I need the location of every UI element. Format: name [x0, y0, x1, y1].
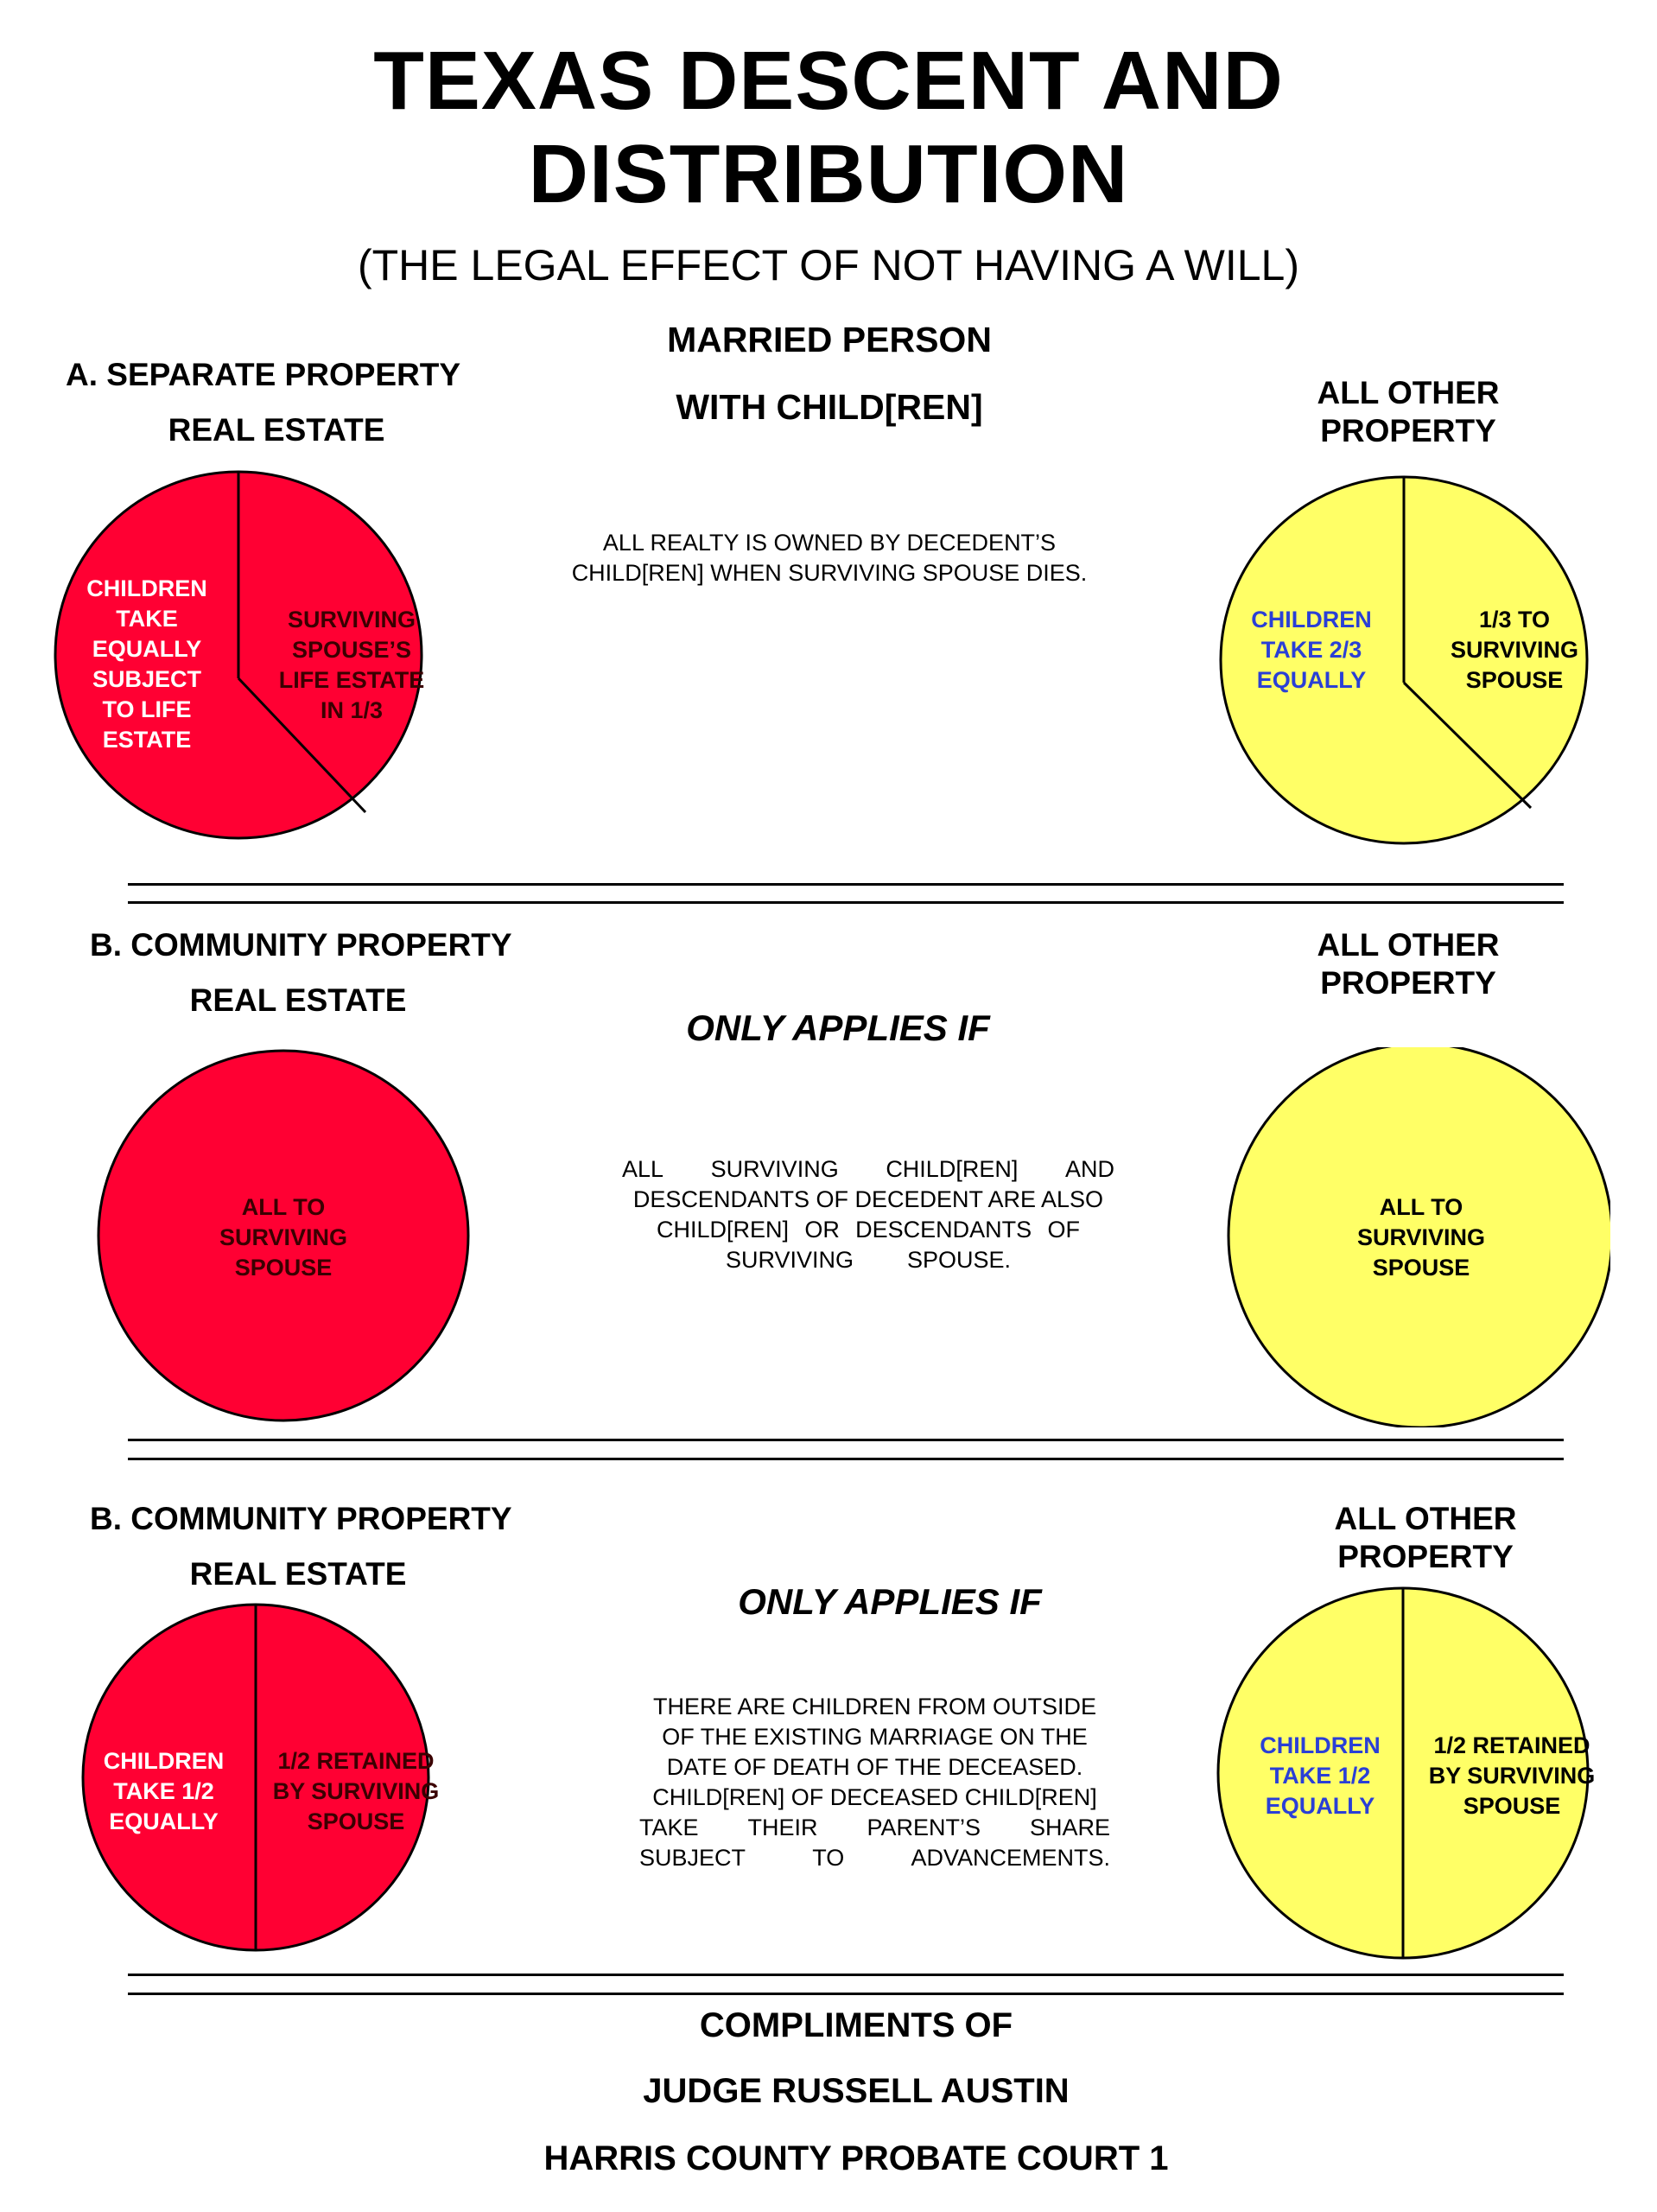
section-b1-description-line-3 — [622, 1215, 1114, 1245]
section-b1-description-word: AND — [1064, 1156, 1114, 1182]
section-b1-description-word: SURVIVING — [710, 1156, 839, 1182]
pie-b2-other-property-spouse-label — [1417, 1731, 1607, 1821]
page-subtitle: (THE LEGAL EFFECT OF NOT HAVING A WILL) — [357, 241, 1299, 289]
section-b2-description-word: ADVANCEMENTS. — [911, 1845, 1110, 1871]
pie-b2-real-estate-children-line-3: EQUALLY — [109, 1808, 219, 1834]
section-a-subheading: REAL ESTATE — [168, 412, 385, 448]
section-a-description-line-1: ALL REALTY IS OWNED BY DECEDENT’S — [602, 530, 1057, 556]
section-b2-description-line-1: THERE ARE CHILDREN FROM OUTSIDE — [652, 1694, 1097, 1719]
section-b1-description-word: SURVIVING — [726, 1247, 854, 1273]
pie-a-real-estate-children-line-2: TAKE — [116, 606, 178, 632]
section-b2-right-heading-line-2: PROPERTY — [1337, 1539, 1514, 1574]
pie-a-real-estate-children-line-6: ESTATE — [102, 727, 192, 753]
pie-b2-real-estate-children-line-2: TAKE 1/2 — [113, 1778, 214, 1804]
pie-a-real-estate-spouse-label — [261, 605, 442, 726]
section-a-right-heading-line-2: PROPERTY — [1320, 413, 1496, 448]
pie-b2-real-estate-spouse-line-2: BY SURVIVING — [272, 1778, 440, 1804]
section-b2-description-line-6 — [639, 1843, 1110, 1873]
section-b2-description-line-5 — [639, 1813, 1110, 1843]
pie-a-real-estate-children-line-1: CHILDREN — [86, 575, 207, 601]
section-b1-heading: B. COMMUNITY PROPERTY — [90, 927, 512, 963]
section-b1-description-line-4 — [622, 1245, 1114, 1275]
section-b2-right-heading — [1296, 1500, 1555, 1576]
section-b2-description-line-4: CHILD[REN] OF DECEASED CHILD[REN] — [652, 1784, 1097, 1810]
pie-b2-real-estate-children-label — [79, 1746, 248, 1837]
pie-b2-real-estate-spouse-label — [261, 1746, 451, 1837]
pie-b2-other-property-spouse-line-3: SPOUSE — [1463, 1793, 1561, 1819]
pie-a-real-estate-children-line-3: EQUALLY — [92, 636, 202, 662]
section-b2-description-word: PARENT’S — [867, 1815, 981, 1840]
section-b2-description-word: TAKE — [639, 1815, 699, 1840]
pie-b1-other-property-line-1: ALL TO — [1379, 1194, 1463, 1220]
section-b2-description-word: SHARE — [1029, 1815, 1110, 1840]
pie-a-other-property-spouse-line-2: SURVIVING — [1450, 637, 1579, 663]
pie-a-other-property-spouse-line-1: 1/3 TO — [1478, 607, 1551, 632]
footer-line-3: HARRIS COUNTY PROBATE COURT 1 — [543, 2139, 1169, 2177]
pie-b1-real-estate-line-1: ALL TO — [241, 1194, 326, 1220]
pie-b1-other-property-line-2: SURVIVING — [1356, 1224, 1486, 1250]
pie-b2-other-property-spouse-line-1: 1/2 RETAINED — [1433, 1732, 1590, 1758]
pie-a-real-estate-spouse-line-1: SURVIVING — [287, 607, 416, 632]
section-a-right-heading — [1279, 374, 1538, 450]
section-b2-description-line-2: OF THE EXISTING MARRIAGE ON THE — [662, 1724, 1088, 1750]
divider-2-bottom — [128, 1458, 1564, 1460]
section-b1-description — [622, 1154, 1114, 1275]
section-b1-right-heading-line-1: ALL OTHER — [1317, 927, 1500, 963]
section-b1-right-heading-line-2: PROPERTY — [1320, 965, 1496, 1001]
pie-b1-real-estate-line-3: SPOUSE — [234, 1255, 333, 1281]
section-b1-description-word: DESCENDANTS — [855, 1217, 1032, 1243]
section-b2-subheading: REAL ESTATE — [189, 1556, 407, 1592]
section-a-heading: A. SEPARATE PROPERTY — [66, 357, 461, 392]
divider-3-bottom — [128, 1993, 1564, 1995]
section-b2-description — [639, 1692, 1110, 1873]
section-a-right-heading-line-1: ALL OTHER — [1317, 375, 1500, 410]
pie-b2-real-estate-children-line-1: CHILDREN — [103, 1748, 225, 1774]
section-b1-description-word: CHILD[REN] — [657, 1217, 790, 1243]
pie-b2-other-property-children-label — [1234, 1731, 1406, 1821]
pie-a-other-property-children-line-1: CHILDREN — [1251, 607, 1372, 632]
pie-b2-other-property-children-line-2: TAKE 1/2 — [1269, 1763, 1371, 1789]
section-b1-description-word: ALL — [622, 1156, 664, 1182]
with-children-heading: WITH CHILD[REN] — [676, 387, 983, 427]
pie-a-other-property-spouse-line-3: SPOUSE — [1465, 667, 1564, 693]
pie-a-other-property-children-line-2: TAKE 2/3 — [1260, 637, 1362, 663]
section-b1-description-line-2: DESCENDANTS OF DECEDENT ARE ALSO — [632, 1186, 1104, 1212]
pie-b2-other-property-children-line-3: EQUALLY — [1265, 1793, 1375, 1819]
divider-1-top — [128, 883, 1564, 886]
section-b1-right-heading — [1279, 926, 1538, 1002]
pie-a-real-estate-spouse-line-3: LIFE ESTATE — [278, 667, 425, 693]
section-b1-subheading: REAL ESTATE — [189, 982, 407, 1018]
footer-line-2: JUDGE RUSSELL AUSTIN — [643, 2072, 1070, 2110]
page-title — [0, 35, 1657, 221]
pie-b1-real-estate-label — [188, 1192, 378, 1283]
section-b2-only-applies: ONLY APPLIES IF — [738, 1581, 1042, 1622]
section-b1-description-word: OF — [1047, 1217, 1080, 1243]
pie-a-real-estate-spouse-line-2: SPOUSE’S — [291, 637, 412, 663]
footer-line-1: COMPLIMENTS OF — [699, 2006, 1013, 2044]
pie-a-real-estate-children-line-4: SUBJECT — [92, 666, 202, 692]
divider-3-top — [128, 1974, 1564, 1976]
section-b1-description-word: SPOUSE. — [906, 1247, 1011, 1273]
pie-b2-other-property-spouse-line-2: BY SURVIVING — [1428, 1763, 1596, 1789]
pie-a-other-property-spouse-label — [1424, 605, 1605, 696]
pie-b2-other-property-children-line-1: CHILDREN — [1260, 1732, 1381, 1758]
title-line-1: TEXAS DESCENT AND — [373, 35, 1284, 127]
pie-a-other-property-children-label — [1225, 605, 1398, 696]
section-b2-description-word: THEIR — [747, 1815, 818, 1840]
section-b2-description-word: TO — [812, 1845, 845, 1871]
section-b1-description-word: OR — [804, 1217, 840, 1243]
pie-b2-real-estate-spouse-line-1: 1/2 RETAINED — [277, 1748, 435, 1774]
section-b2-description-word: SUBJECT — [639, 1845, 746, 1871]
section-a-description — [518, 528, 1140, 588]
divider-2-top — [128, 1439, 1564, 1441]
pie-a-real-estate-spouse-line-4: IN 1/3 — [320, 697, 384, 723]
section-b1-description-word: CHILD[REN] — [886, 1156, 1019, 1182]
pie-a-other-property-children-line-3: EQUALLY — [1256, 667, 1367, 693]
section-b2-heading: B. COMMUNITY PROPERTY — [90, 1501, 512, 1536]
married-person-heading: MARRIED PERSON — [667, 320, 992, 359]
pie-a-real-estate-children-line-5: TO LIFE — [102, 696, 192, 722]
section-b2-description-line-3: DATE OF DEATH OF THE DECEASED. — [666, 1754, 1083, 1780]
pie-b1-other-property-line-3: SPOUSE — [1372, 1255, 1470, 1281]
section-a-description-line-2: CHILD[REN] WHEN SURVIVING SPOUSE DIES. — [571, 560, 1088, 586]
title-line-2: DISTRIBUTION — [528, 128, 1129, 220]
pie-b1-real-estate-line-2: SURVIVING — [219, 1224, 348, 1250]
pie-b1-other-property-label — [1326, 1192, 1516, 1283]
divider-1-bottom — [128, 901, 1564, 904]
section-b1-description-line-1 — [622, 1154, 1114, 1185]
pie-b2-real-estate-spouse-line-3: SPOUSE — [307, 1808, 405, 1834]
section-b2-right-heading-line-1: ALL OTHER — [1334, 1501, 1517, 1536]
section-b1-only-applies: ONLY APPLIES IF — [686, 1007, 990, 1048]
pie-a-real-estate-children-label — [52, 574, 242, 755]
